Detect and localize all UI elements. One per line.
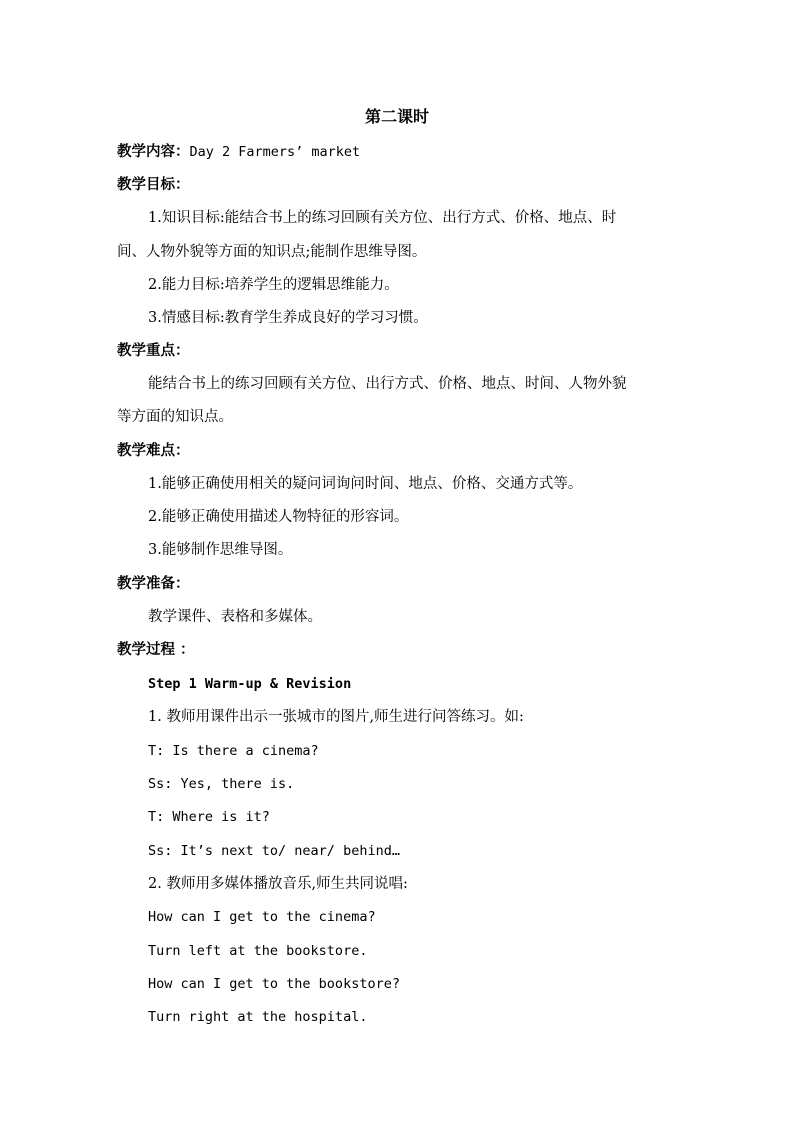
preparation-text: 教学课件、表格和多媒体。 — [148, 609, 322, 625]
dialogue-line: Ss: It’s next to/ near/ behind… — [148, 843, 400, 859]
objective-item: 间、人物外貌等方面的知识点;能制作思维导图。 — [117, 244, 427, 260]
dialogue-line: Ss: Yes, there is. — [148, 776, 295, 792]
process-line: 2. 教师用多媒体播放音乐,师生共同说唱: — [148, 876, 408, 892]
key-points-text: 等方面的知识点。 — [117, 409, 233, 425]
objective-item: 1.知识目标:能结合书上的练习回顾有关方位、出行方式、价格、地点、时 — [148, 210, 617, 226]
difficulty-item: 3.能够制作思维导图。 — [148, 542, 293, 558]
dialogue-line: T: Where is it? — [148, 809, 270, 825]
chant-line: How can I get to the cinema? — [148, 909, 376, 925]
difficulties-heading: 教学难点： — [117, 442, 190, 459]
chant-line: Turn right at the hospital. — [148, 1009, 368, 1025]
process-line: 1. 教师用课件出示一张城市的图片,师生进行问答练习。如: — [148, 709, 524, 725]
preparation-heading: 教学准备： — [117, 575, 190, 592]
teaching-content-line — [117, 142, 687, 162]
objectives-heading: 教学目标： — [117, 176, 190, 193]
lesson-title: 第二课时 — [364, 107, 429, 126]
process-heading: 教学过程 ： — [117, 641, 195, 658]
key-points-text: 能结合书上的练习回顾有关方位、出行方式、价格、地点、时间、人物外貌 — [148, 376, 627, 392]
chant-line: Turn left at the bookstore. — [148, 943, 368, 959]
dialogue-line: T: Is there a cinema? — [148, 743, 319, 759]
step-title: Step 1 Warm-up & Revision — [148, 676, 352, 692]
difficulty-item: 2.能够正确使用描述人物特征的形容词。 — [148, 509, 409, 525]
key-points-heading: 教学重点： — [117, 342, 190, 359]
difficulty-item: 1.能够正确使用相关的疑问词询问时间、地点、价格、交通方式等。 — [148, 476, 583, 492]
teaching-content-value: Day 2 Farmers’ market — [189, 144, 361, 160]
objective-item: 3.情感目标:教育学生养成良好的学习习惯。 — [148, 310, 428, 326]
teaching-content-label: 教学内容： — [117, 143, 190, 160]
chant-line: How can I get to the bookstore? — [148, 976, 400, 992]
objective-item: 2.能力目标:培养学生的逻辑思维能力。 — [148, 277, 399, 293]
